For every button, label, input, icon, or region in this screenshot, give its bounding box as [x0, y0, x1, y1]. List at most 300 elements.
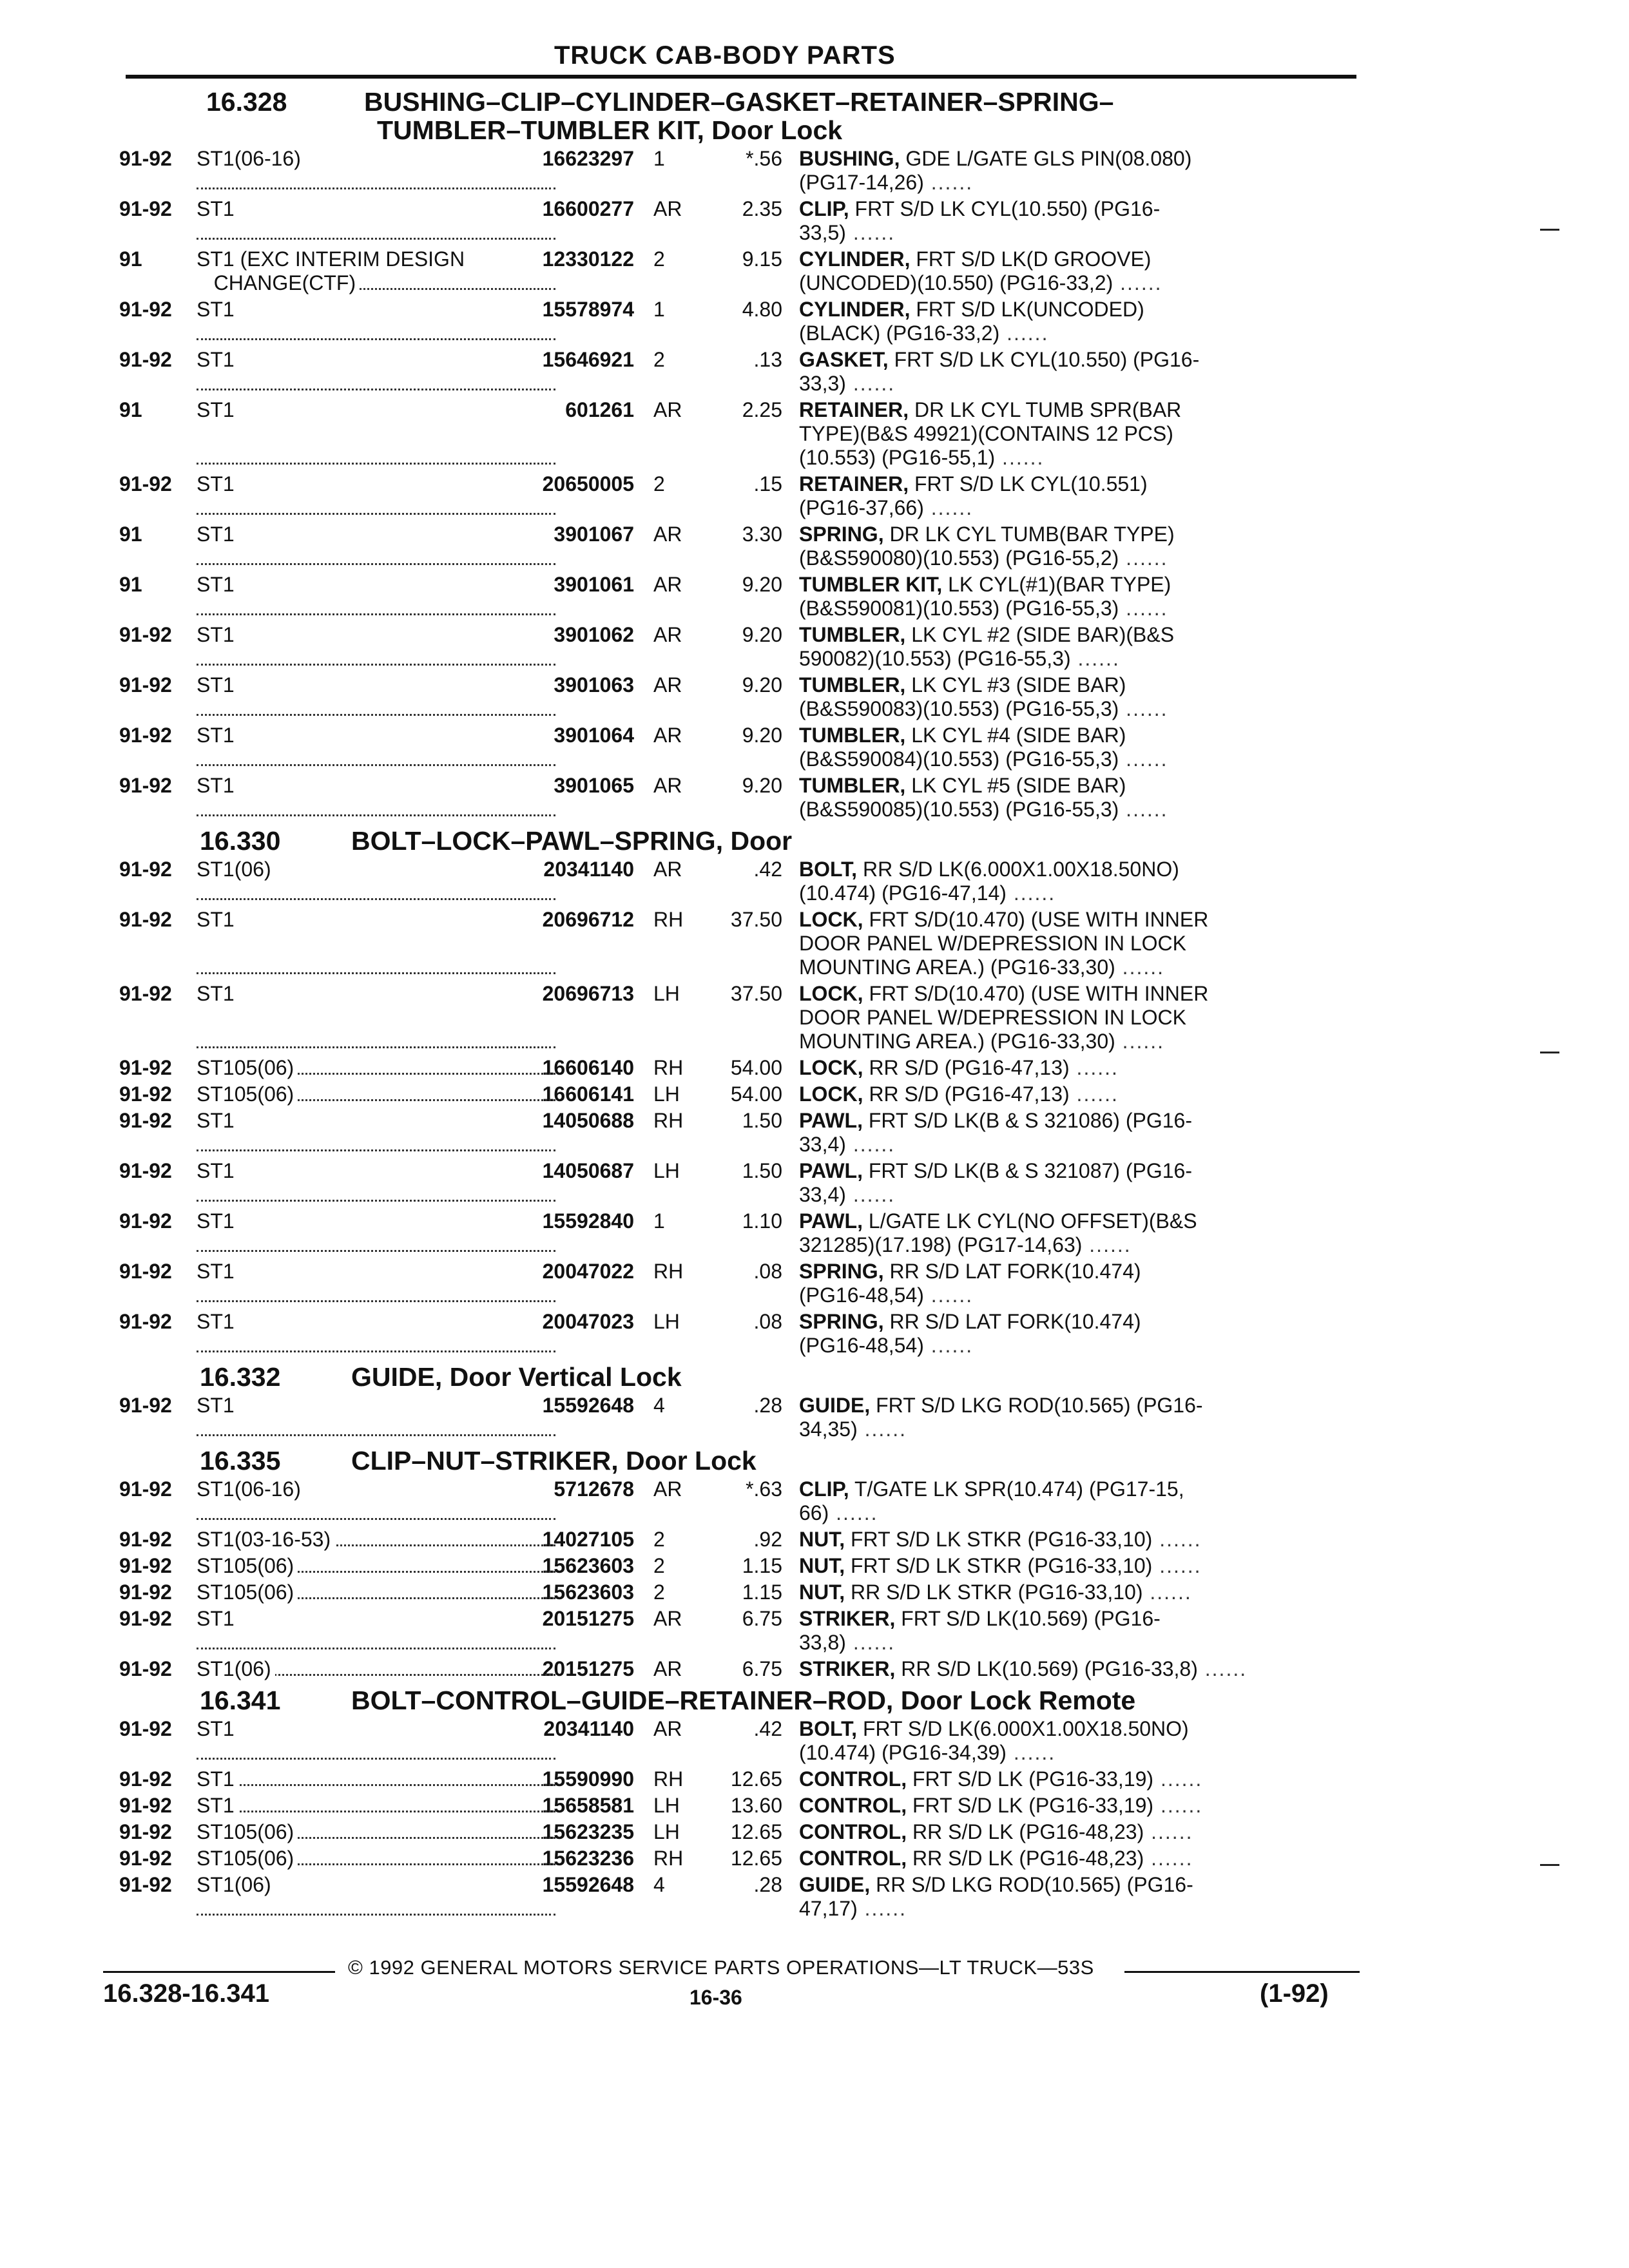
- model-code-text: ST1: [197, 1209, 238, 1233]
- model-code-text: ST1: [197, 1310, 238, 1333]
- model-code-text: ST1: [197, 908, 238, 931]
- price: 1.50: [742, 1159, 782, 1182]
- footer-rule: [103, 1971, 335, 1973]
- price: 12.65: [730, 1820, 782, 1843]
- part-description: [799, 724, 1356, 771]
- section-title: [280, 1446, 1356, 1475]
- margin-mark: [1540, 1864, 1559, 1866]
- part-name: PAWL,: [799, 1209, 863, 1233]
- footer-copyright: © 1992 GENERAL MOTORS SERVICE PARTS OPERATIONS—LT TRUCK—53S: [348, 1956, 1094, 1979]
- part-number: 20341140: [543, 858, 634, 881]
- price: 9.20: [742, 623, 782, 646]
- model-code-text: ST1 (EXC INTERIM DESIGN CHANGE(CTF): [197, 247, 465, 294]
- price: 3.30: [742, 523, 782, 546]
- table-row: [119, 724, 1356, 771]
- part-detail: FRT S/D LKG ROD(10.565) (PG16- 34,35): [799, 1394, 1203, 1441]
- model-code-text: ST1: [197, 1159, 238, 1182]
- part-number: 16600277: [542, 197, 634, 220]
- model-years: 91-92: [119, 1477, 172, 1501]
- part-number: 20696712: [542, 908, 634, 931]
- model-code: [197, 298, 567, 345]
- part-number: 20650005: [542, 472, 634, 495]
- part-name: CONTROL,: [799, 1847, 907, 1870]
- table-row: [119, 1717, 1356, 1765]
- part-detail: LK CYL #2 (SIDE BAR)(B&S 590082)(10.553) (PG16-55,3): [799, 623, 1175, 670]
- margin-mark: [1540, 1052, 1559, 1053]
- model-code-text: ST1: [197, 573, 238, 596]
- table-row: [119, 1528, 1356, 1552]
- part-detail: RR S/D (PG16-47,13): [863, 1056, 1070, 1079]
- model-years: 91-92: [119, 908, 172, 931]
- section-title-line1: GUIDE, Door Vertical Lock: [351, 1362, 682, 1392]
- table-row: [119, 573, 1356, 620]
- dot-leader: ......: [857, 1418, 907, 1441]
- part-name: NUT,: [799, 1528, 845, 1551]
- part-name: GASKET,: [799, 348, 889, 371]
- model-code: [197, 1394, 567, 1441]
- price: *.56: [746, 147, 782, 170]
- section-title: [280, 827, 1356, 855]
- dot-leader: ......: [1144, 1820, 1193, 1843]
- table-row: [119, 1767, 1356, 1791]
- table-row: [119, 398, 1356, 470]
- model-code: [197, 1657, 567, 1681]
- section-title: [280, 1686, 1356, 1715]
- part-number: 20341140: [543, 1717, 634, 1740]
- model-years: 91-92: [119, 1209, 172, 1233]
- section-number: 16.330: [200, 826, 281, 856]
- model-years: 91-92: [119, 1310, 172, 1333]
- dot-leader: ......: [1069, 1056, 1119, 1079]
- quantity: AR: [653, 774, 682, 797]
- part-detail: RR S/D LKG ROD(10.565) (PG16- 47,17): [799, 1873, 1193, 1920]
- footer-rule: [1124, 1971, 1360, 1973]
- part-number: 14027105: [542, 1528, 634, 1551]
- quantity: 1: [653, 1209, 665, 1233]
- part-number: 3901062: [554, 623, 634, 646]
- section-title-line1: BOLT–LOCK–PAWL–SPRING, Door: [351, 826, 793, 856]
- part-number: 20151275: [542, 1657, 634, 1680]
- model-code: [197, 1873, 567, 1921]
- model-code: [197, 573, 567, 620]
- dot-leader: ......: [1153, 1794, 1203, 1817]
- part-name: RETAINER,: [799, 472, 909, 495]
- model-code-text: ST105(06): [197, 1082, 298, 1106]
- quantity: LH: [653, 982, 680, 1005]
- section-number: 16.341: [200, 1686, 281, 1715]
- model-years: 91-92: [119, 1394, 172, 1417]
- model-code: [197, 724, 567, 771]
- model-code-text: ST1: [197, 1717, 238, 1740]
- table-row: [119, 908, 1356, 979]
- model-years: 91-92: [119, 1109, 172, 1132]
- model-code-text: ST1: [197, 523, 238, 546]
- part-name: STRIKER,: [799, 1607, 896, 1630]
- dot-leader: ......: [1119, 546, 1168, 570]
- part-description: [799, 1082, 1356, 1106]
- model-years: 91-92: [119, 197, 172, 220]
- model-code-text: ST1: [197, 623, 238, 646]
- price: 1.50: [742, 1109, 782, 1132]
- model-code: [197, 472, 567, 520]
- section-title: [280, 1363, 1356, 1391]
- dot-leader: [197, 1250, 555, 1252]
- part-number: 5712678: [554, 1477, 634, 1501]
- table-row: [119, 1847, 1356, 1870]
- model-code-text: ST105(06): [197, 1056, 298, 1079]
- dot-leader: ......: [923, 496, 974, 519]
- quantity: LH: [653, 1820, 680, 1843]
- quantity: 4: [653, 1394, 665, 1417]
- part-detail: FRT S/D LK CYL(10.551) (PG16-37,66): [799, 472, 1148, 519]
- part-name: PAWL,: [799, 1109, 863, 1132]
- model-years: 91-92: [119, 1607, 172, 1630]
- part-detail: FRT S/D LK CYL(10.550) (PG16- 33,3): [799, 348, 1200, 395]
- model-code: [197, 1528, 567, 1552]
- part-detail: RR S/D LAT FORK(10.474) (PG16-48,54): [799, 1260, 1141, 1307]
- part-detail: FRT S/D LK(B & S 321086) (PG16- 33,4): [799, 1109, 1192, 1156]
- quantity: LH: [653, 1082, 680, 1106]
- table-row: [119, 1082, 1356, 1106]
- dot-leader: ......: [845, 372, 896, 395]
- model-code-text: ST1(06-16): [197, 1477, 305, 1501]
- dot-leader: ......: [1113, 271, 1162, 294]
- dot-leader: ......: [845, 1183, 896, 1206]
- quantity: RH: [653, 1260, 684, 1283]
- quantity: 2: [653, 1528, 665, 1551]
- price: 37.50: [730, 908, 782, 931]
- part-description: [799, 623, 1356, 671]
- part-number: 3901063: [554, 673, 634, 697]
- dot-leader: ......: [829, 1501, 878, 1524]
- price: .28: [753, 1873, 782, 1896]
- model-code: [197, 1717, 567, 1765]
- part-description: [799, 1477, 1356, 1525]
- dot-leader: ......: [923, 171, 974, 194]
- quantity: 2: [653, 348, 665, 371]
- footer-section-range: 16.328-16.341: [103, 1979, 270, 2008]
- part-description: [799, 398, 1356, 470]
- table-row: [119, 147, 1356, 195]
- model-code: [197, 348, 567, 396]
- model-code-text: ST105(06): [197, 1820, 298, 1843]
- table-row: [119, 1607, 1356, 1655]
- model-years: 91-92: [119, 1528, 172, 1551]
- dot-leader: ......: [1115, 956, 1165, 979]
- model-code: [197, 1159, 567, 1207]
- dot-leader: ......: [845, 221, 896, 244]
- price: 9.20: [742, 673, 782, 697]
- price: 12.65: [730, 1767, 782, 1791]
- model-code-text: ST1: [197, 774, 238, 797]
- dot-leader: ......: [1006, 881, 1056, 905]
- table-row: [119, 1394, 1356, 1441]
- price: 12.65: [730, 1847, 782, 1870]
- quantity: LH: [653, 1159, 680, 1182]
- model-years: 91-92: [119, 1820, 172, 1843]
- table-row: [119, 1873, 1356, 1921]
- quantity: LH: [653, 1794, 680, 1817]
- part-description: [799, 908, 1356, 979]
- dot-leader: [197, 1648, 555, 1649]
- model-code: [197, 1607, 567, 1655]
- part-description: [799, 1767, 1356, 1791]
- quantity: RH: [653, 1767, 684, 1791]
- dot-leader: ......: [1152, 1554, 1202, 1577]
- model-code-text: ST1(03-16-53): [197, 1528, 334, 1551]
- quantity: AR: [653, 523, 682, 546]
- model-code: [197, 398, 567, 470]
- model-code-text: ST105(06): [197, 1581, 298, 1604]
- part-description: [799, 1794, 1356, 1818]
- model-years: 91-92: [119, 1717, 172, 1740]
- header-rule: [126, 75, 1356, 79]
- dot-leader: [197, 1784, 555, 1786]
- dot-leader: [197, 1758, 555, 1760]
- part-detail: FRT S/D LK(10.569) (PG16- 33,8): [799, 1607, 1161, 1654]
- model-code-text: ST1: [197, 348, 238, 371]
- table-row: [119, 1581, 1356, 1604]
- table-row: [119, 523, 1356, 570]
- part-name: NUT,: [799, 1581, 845, 1604]
- model-years: 91-92: [119, 1159, 172, 1182]
- part-name: BUSHING,: [799, 147, 900, 170]
- price: 13.60: [730, 1794, 782, 1817]
- price: 1.15: [742, 1581, 782, 1604]
- margin-mark: [1540, 229, 1559, 231]
- quantity: 1: [653, 298, 665, 321]
- part-name: TUMBLER,: [799, 623, 906, 646]
- quantity: AR: [653, 1477, 682, 1501]
- dot-leader: [197, 764, 555, 766]
- model-code-text: ST105(06): [197, 1847, 298, 1870]
- model-years: 91-92: [119, 774, 172, 797]
- model-code-text: ST1(06-16): [197, 147, 305, 170]
- model-code: [197, 1109, 567, 1157]
- dot-leader: [197, 613, 555, 615]
- part-detail: GDE L/GATE GLS PIN(08.080) (PG17-14,26): [799, 147, 1192, 194]
- model-years: 91-92: [119, 1554, 172, 1577]
- part-name: BOLT,: [799, 858, 858, 881]
- part-name: CYLINDER,: [799, 298, 911, 321]
- part-number: 15623603: [542, 1581, 634, 1604]
- part-detail: RR S/D (PG16-47,13): [863, 1082, 1070, 1106]
- dot-leader: ......: [857, 1897, 907, 1920]
- part-name: CONTROL,: [799, 1767, 907, 1791]
- part-name: CLIP,: [799, 197, 849, 220]
- quantity: AR: [653, 1657, 682, 1680]
- dot-leader: [197, 513, 555, 515]
- part-description: [799, 1873, 1356, 1921]
- part-number: 3901061: [554, 573, 634, 596]
- dot-leader: ......: [1070, 647, 1120, 670]
- dot-leader: ......: [995, 446, 1045, 469]
- part-number: 16606140: [542, 1056, 634, 1079]
- model-code: [197, 858, 567, 905]
- part-description: [799, 1056, 1356, 1080]
- price: 6.75: [742, 1657, 782, 1680]
- dot-leader: [197, 463, 555, 465]
- part-description: [799, 982, 1356, 1053]
- table-row: [119, 247, 1356, 295]
- dot-leader: [197, 1914, 555, 1916]
- price: 1.15: [742, 1554, 782, 1577]
- part-detail: T/GATE LK SPR(10.474) (PG17-15, 66): [799, 1477, 1184, 1524]
- section-title-line1: BUSHING–CLIP–CYLINDER–GASKET–RETAINER–SPRING–: [364, 87, 1114, 117]
- part-description: [799, 197, 1356, 245]
- price: *.63: [746, 1477, 782, 1501]
- model-years: 91-92: [119, 298, 172, 321]
- part-name: PAWL,: [799, 1159, 863, 1182]
- model-years: 91-92: [119, 472, 172, 495]
- table-row: [119, 1056, 1356, 1080]
- model-code-text: ST1: [197, 982, 238, 1005]
- dot-leader: [197, 338, 555, 340]
- section-title-line2: TUMBLER–TUMBLER KIT, Door Lock: [377, 115, 843, 145]
- part-description: [799, 1717, 1356, 1765]
- part-name: CONTROL,: [799, 1820, 907, 1843]
- footer-date: (1-92): [1260, 1979, 1329, 2008]
- dot-leader: ......: [1006, 1741, 1056, 1764]
- model-years: 91-92: [119, 1767, 172, 1791]
- price: 9.20: [742, 573, 782, 596]
- model-code: [197, 1820, 567, 1844]
- model-years: 91: [119, 398, 142, 421]
- dot-leader: [197, 664, 555, 666]
- quantity: AR: [653, 398, 682, 421]
- part-number: 15658581: [542, 1794, 634, 1817]
- part-number: 601261: [565, 398, 634, 421]
- dot-leader: [197, 1200, 555, 1202]
- dot-leader: ......: [845, 1631, 896, 1654]
- part-number: 14050687: [542, 1159, 634, 1182]
- model-code-text: ST1(06): [197, 1657, 275, 1680]
- table-row: [119, 298, 1356, 345]
- model-code-text: ST1: [197, 1109, 238, 1132]
- part-description: [799, 1159, 1356, 1207]
- part-detail: FRT S/D LK STKR (PG16-33,10): [845, 1554, 1153, 1577]
- model-years: 91-92: [119, 1082, 172, 1106]
- dot-leader: ......: [1119, 697, 1168, 720]
- part-description: [799, 1528, 1356, 1552]
- price: 2.35: [742, 197, 782, 220]
- dot-leader: [197, 714, 555, 716]
- part-name: STRIKER,: [799, 1657, 896, 1680]
- quantity: AR: [653, 623, 682, 646]
- dot-leader: ......: [1152, 1528, 1202, 1551]
- part-description: [799, 774, 1356, 822]
- table-row: [119, 1554, 1356, 1578]
- quantity: RH: [653, 1109, 684, 1132]
- quantity: RH: [653, 1847, 684, 1870]
- part-number: 14050688: [542, 1109, 634, 1132]
- price: 9.20: [742, 774, 782, 797]
- model-years: 91-92: [119, 982, 172, 1005]
- section-title-line1: CLIP–NUT–STRIKER, Door Lock: [351, 1446, 757, 1475]
- quantity: AR: [653, 724, 682, 747]
- part-detail: LK CYL #5 (SIDE BAR) (B&S590085)(10.553) (PG16-55,3): [799, 774, 1126, 821]
- part-name: RETAINER,: [799, 398, 909, 421]
- part-detail: LK CYL #3 (SIDE BAR) (B&S590083)(10.553) (PG16-55,3): [799, 673, 1126, 720]
- model-code-text: ST1: [197, 197, 238, 220]
- model-years: 91: [119, 247, 142, 271]
- price: 37.50: [730, 982, 782, 1005]
- dot-leader: [197, 898, 555, 900]
- dot-leader: ......: [1069, 1082, 1119, 1106]
- model-code-text: ST1: [197, 398, 238, 421]
- model-years: 91-92: [119, 858, 172, 881]
- dot-leader: ......: [923, 1283, 974, 1307]
- dot-leader: ......: [1115, 1030, 1165, 1053]
- table-row: [119, 982, 1356, 1053]
- section-heading: [119, 1363, 1356, 1391]
- model-code-text: ST1: [197, 1607, 238, 1630]
- dot-leader: [197, 1350, 555, 1352]
- part-name: TUMBLER KIT,: [799, 573, 943, 596]
- model-code-text: ST1: [197, 1794, 238, 1817]
- quantity: 2: [653, 247, 665, 271]
- part-description: [799, 247, 1356, 295]
- part-description: [799, 1581, 1356, 1604]
- model-code: [197, 774, 567, 822]
- table-row: [119, 1794, 1356, 1818]
- part-name: LOCK,: [799, 1082, 863, 1106]
- part-detail: RR S/D LAT FORK(10.474) (PG16-48,54): [799, 1310, 1141, 1357]
- parts-listing: [119, 82, 1356, 1923]
- model-years: 91-92: [119, 1847, 172, 1870]
- table-row: [119, 348, 1356, 396]
- footer-page-number: 16-36: [689, 1986, 742, 2009]
- part-detail: LK CYL(#1)(BAR TYPE) (B&S590081)(10.553) (PG16-55,3): [799, 573, 1171, 620]
- part-number: 20696713: [542, 982, 634, 1005]
- part-name: LOCK,: [799, 982, 863, 1005]
- dot-leader: ......: [999, 322, 1049, 345]
- price: 1.10: [742, 1209, 782, 1233]
- dot-leader: [197, 972, 555, 974]
- part-name: GUIDE,: [799, 1394, 871, 1417]
- part-name: SPRING,: [799, 523, 884, 546]
- part-number: 15592840: [542, 1209, 634, 1233]
- price: 9.15: [742, 247, 782, 271]
- model-code-text: ST1(06): [197, 858, 275, 881]
- model-code: [197, 1847, 567, 1870]
- model-years: 91-92: [119, 1260, 172, 1283]
- model-code-text: ST1: [197, 1260, 238, 1283]
- part-number: 15592648: [542, 1873, 634, 1896]
- model-code-text: ST1: [197, 1394, 238, 1417]
- part-name: CONTROL,: [799, 1794, 907, 1817]
- quantity: 2: [653, 1554, 665, 1577]
- part-detail: L/GATE LK CYL(NO OFFSET)(B&S 321285)(17.198) (PG17-14,63): [799, 1209, 1197, 1256]
- dot-leader: [197, 814, 555, 816]
- part-number: 20047023: [542, 1310, 634, 1333]
- dot-leader: [197, 1149, 555, 1151]
- part-number: 15623235: [542, 1820, 634, 1843]
- part-name: LOCK,: [799, 908, 863, 931]
- model-code-text: ST1: [197, 298, 238, 321]
- model-years: 91: [119, 523, 142, 546]
- part-name: TUMBLER,: [799, 774, 906, 797]
- page-title: TRUCK CAB-BODY PARTS: [554, 41, 896, 70]
- model-code: [197, 1310, 567, 1358]
- part-name: GUIDE,: [799, 1873, 871, 1896]
- model-code-text: ST1(06): [197, 1873, 275, 1896]
- model-code: [197, 1477, 567, 1525]
- part-description: [799, 1394, 1356, 1441]
- quantity: 2: [653, 472, 665, 495]
- section-number: 16.335: [200, 1446, 281, 1475]
- part-name: BOLT,: [799, 1717, 858, 1740]
